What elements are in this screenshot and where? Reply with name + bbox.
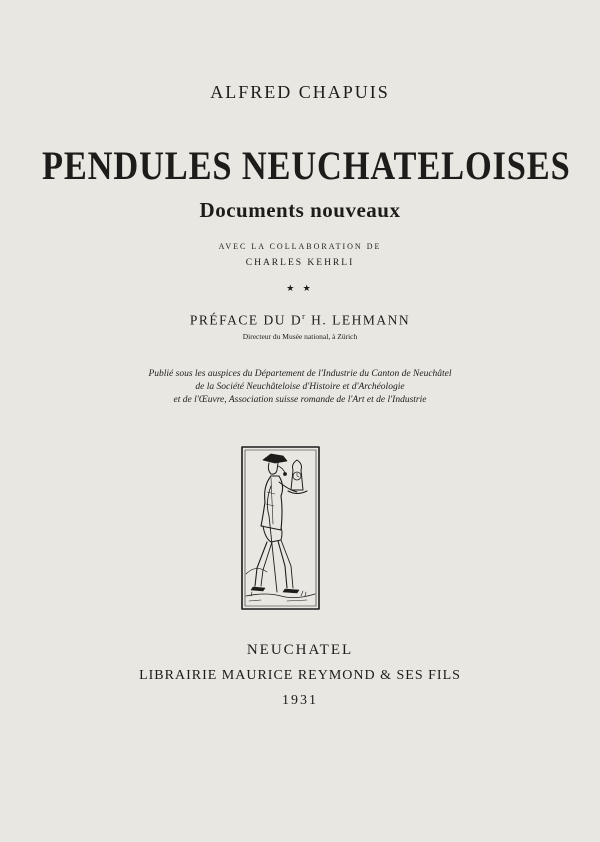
book-title: PENDULES NEUCHATELOISES xyxy=(42,143,571,188)
star-ornament: ★ ★ xyxy=(286,283,314,293)
auspices-line-1: Publié sous les auspices du Département de l'Industrie du Canton de Neuchâtel xyxy=(148,369,452,379)
book-subtitle: Documents nouveaux xyxy=(199,198,401,222)
author-name: ALFRED CHAPUIS xyxy=(210,82,390,102)
preface-superscript: r xyxy=(302,312,307,321)
auspices-line-3: et de l'Œuvre, Association suisse romande de l'Art et de l'Industrie xyxy=(173,395,427,405)
collaboration-label: AVEC LA COLLABORATION DE xyxy=(218,242,382,251)
imprint-city: NEUCHATEL xyxy=(246,642,354,658)
vignette-clockmaker-illustration xyxy=(241,446,320,610)
imprint-publisher: LIBRAIRIE MAURICE REYMOND & SES FILS xyxy=(139,668,461,683)
auspices-line-2: de la Société Neuchâteloise d'Histoire et d'Archéologie xyxy=(195,382,405,392)
preface-author-role: Directeur du Musée national, à Zürich xyxy=(242,332,358,341)
collaborator-name: CHARLES KEHRLI xyxy=(245,258,355,268)
preface-author: H. LEHMANN xyxy=(306,312,411,328)
preface-line xyxy=(0,312,600,329)
preface-prefix: PRÉFACE DU D xyxy=(189,312,303,328)
imprint-year: 1931 xyxy=(282,693,318,708)
